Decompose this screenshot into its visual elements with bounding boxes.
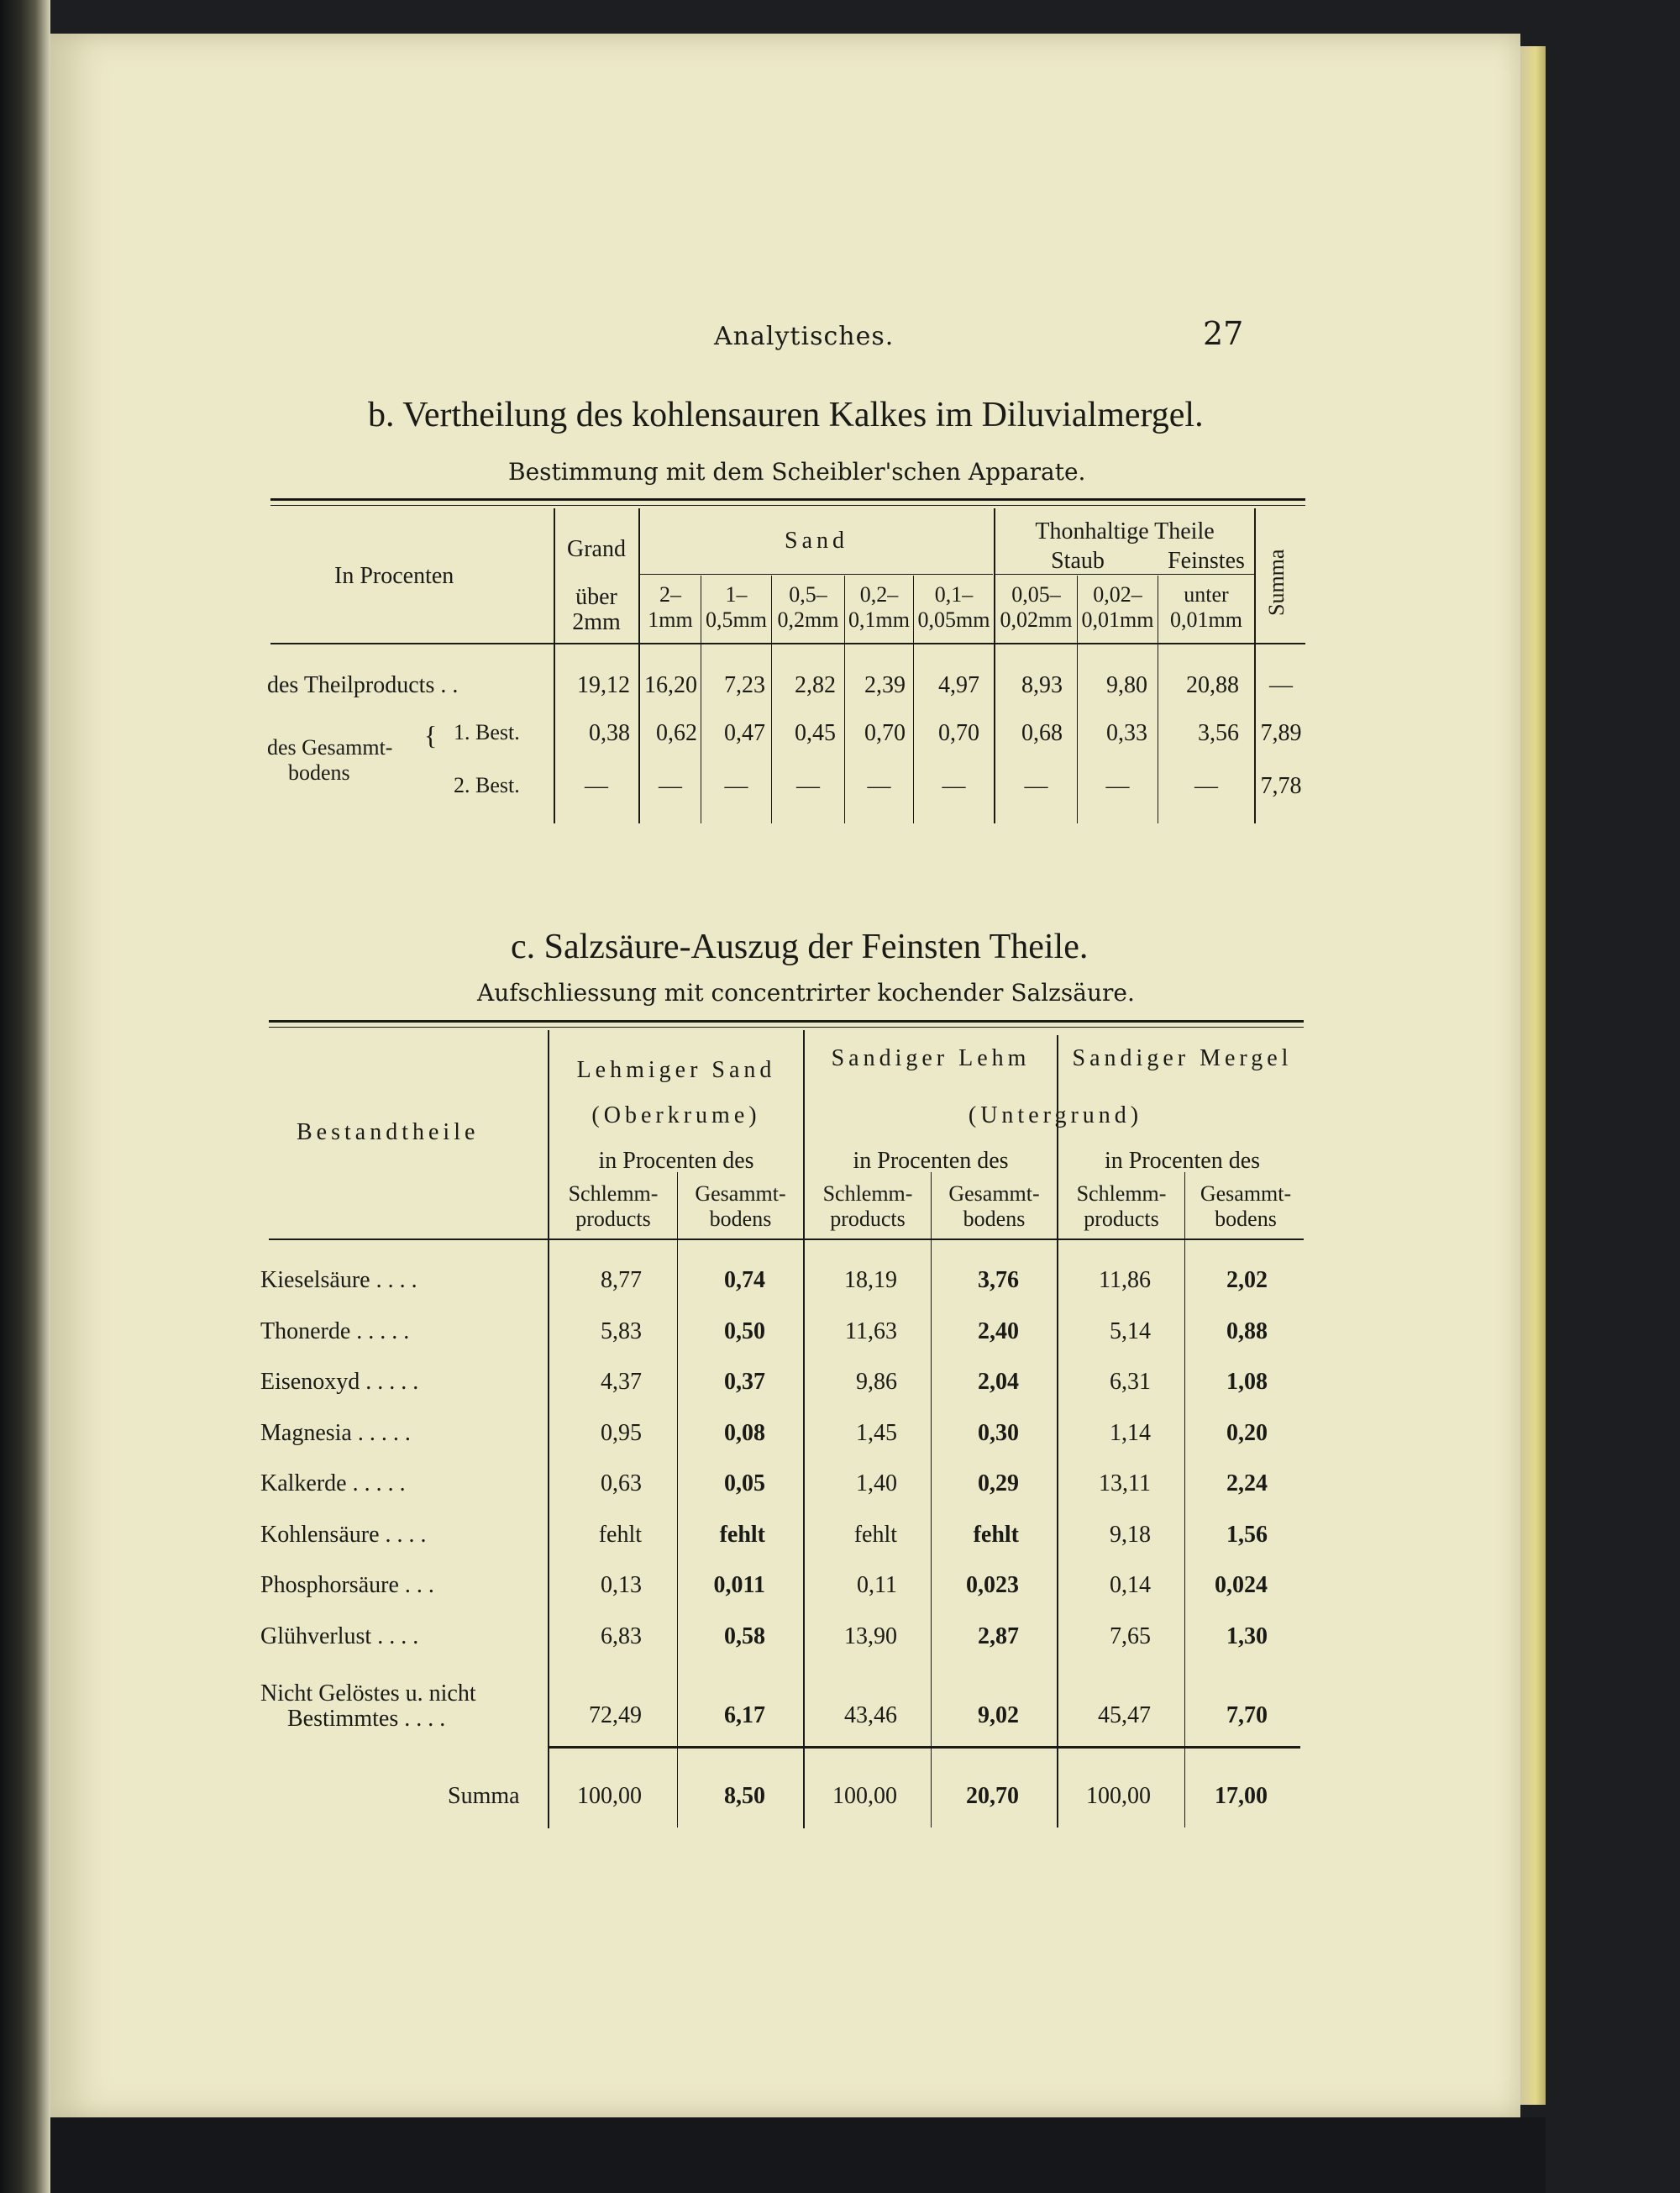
table-c-cell: 18,19: [844, 1267, 897, 1293]
table-c-in-procenten: in Procenten des: [853, 1148, 1009, 1174]
page-number: 27: [1203, 315, 1244, 352]
table-c-cell: 1,08: [1226, 1369, 1268, 1395]
table-c-cell: 0,011: [713, 1572, 765, 1598]
table-c-header-row-label: Bestandtheile: [297, 1119, 480, 1145]
table-b-cell: 7,78: [1260, 773, 1302, 799]
table-c-cell: 2,40: [978, 1317, 1019, 1344]
table-b-header-grand-sub1: über: [575, 584, 617, 610]
table-c-cell: 4,37: [601, 1369, 642, 1395]
table-b-thon-col-top: 0,02–: [1093, 582, 1142, 607]
table-c-row-label: Bestimmtes . . . .: [287, 1706, 446, 1732]
table-c-cell: fehlt: [598, 1521, 642, 1548]
table-c-group2-title: Sandiger Lehm: [831, 1045, 1031, 1071]
table-b-sand-col-bottom: 0,1mm: [848, 607, 910, 632]
table-b-gesammt-label: bodens: [288, 760, 350, 785]
table-c-cell: 0,14: [1110, 1572, 1151, 1598]
table-b-cell: —: [1105, 773, 1130, 799]
table-b-brace: {: [424, 720, 438, 750]
table-c-cell: 13,90: [844, 1622, 897, 1649]
table-b-cell: 0,38: [589, 720, 630, 746]
table-c-cell: 43,46: [844, 1702, 897, 1728]
section-b-heading: b. Vertheilung des kohlensauren Kalkes im Diluvialmergel.: [368, 396, 1204, 434]
table-b-top-rule: [270, 498, 1305, 501]
table-b-header-grand: Grand: [567, 536, 626, 562]
table-c-cell: 0,95: [601, 1419, 642, 1446]
table-c-cell: 11,86: [1099, 1267, 1151, 1293]
table-c-cell: 0,023: [966, 1572, 1019, 1598]
table-b-thon-col-bottom: 0,02mm: [1000, 607, 1073, 632]
table-b-header-grand-sub2: 2mm: [572, 609, 621, 635]
table-c-row-label: Eisenoxyd . . . . .: [260, 1369, 419, 1395]
table-b-sand-col-bottom: 1mm: [648, 607, 693, 632]
table-c-summa-cell: 100,00: [832, 1783, 897, 1809]
table-c-cell: 0,024: [1215, 1572, 1268, 1598]
page-edge-right: [1520, 46, 1546, 2105]
table-b-header-row-label: In Procenten: [334, 563, 454, 589]
table-c-col-schlemm: products: [1084, 1207, 1159, 1231]
table-b-cell: 20,88: [1186, 672, 1239, 698]
table-b-cell: 7,89: [1260, 720, 1302, 746]
table-c-in-procenten: in Procenten des: [598, 1148, 754, 1174]
table-c-cell: 5,83: [601, 1317, 642, 1344]
table-c-cell: 6,31: [1110, 1369, 1151, 1395]
table-b-cell: 8,93: [1021, 672, 1063, 698]
table-c-cell: 0,05: [724, 1470, 765, 1496]
table-b-header-feinstes: Feinstes: [1168, 548, 1245, 574]
table-b-cell: 2,39: [864, 672, 906, 698]
table-c-cell: 0,37: [724, 1369, 765, 1395]
table-b-sand-col-top: 2–: [659, 582, 681, 607]
table-c-col-gesammt: bodens: [963, 1207, 1026, 1231]
table-b-cell: 0,33: [1106, 720, 1147, 746]
table-c-row-label: Phosphorsäure . . .: [260, 1572, 434, 1598]
table-c-summa-cell: 100,00: [1086, 1783, 1151, 1809]
table-c-cell: 0,58: [724, 1622, 765, 1649]
book-spine-left: [0, 0, 50, 2193]
table-c-cell: fehlt: [973, 1521, 1019, 1548]
table-b-header-summa: Summa: [1264, 549, 1289, 616]
table-c-summa-cell: 8,50: [724, 1783, 765, 1809]
table-b-vline: [554, 508, 555, 823]
table-b-cell: —: [1194, 773, 1218, 799]
table-b-cell: 0,45: [795, 720, 836, 746]
table-b-top-rule-thin: [270, 505, 1305, 506]
section-b-subheading: Bestimmung mit dem Scheibler'schen Apparate.: [508, 458, 1086, 486]
table-b-cell: 16,20: [644, 672, 697, 698]
table-c-group1-sub: (Oberkrume): [591, 1102, 761, 1128]
table-b-cell: 0,70: [864, 720, 906, 746]
table-c-cell: 0,50: [724, 1317, 765, 1344]
table-b-header-thon: Thonhaltige Theile: [1035, 518, 1215, 544]
table-c-col-schlemm: Schlemm-: [568, 1181, 659, 1206]
table-c-row-label: Kalkerde . . . . .: [260, 1470, 406, 1496]
table-c-cell: 1,45: [856, 1419, 897, 1446]
table-c-top-rule: [269, 1020, 1304, 1023]
table-b-cell: 4,97: [938, 672, 979, 698]
table-c-col-schlemm: products: [575, 1207, 651, 1231]
table-c-row-label: Glühverlust . . . .: [260, 1622, 419, 1649]
table-b-cell: 0,68: [1021, 720, 1063, 746]
table-c-cell: 1,56: [1226, 1521, 1268, 1548]
table-b-header-staub: Staub: [1051, 548, 1105, 574]
table-b-cell: 0,47: [724, 720, 765, 746]
table-b-cell: 2,82: [795, 672, 836, 698]
table-c-in-procenten: in Procenten des: [1104, 1148, 1261, 1174]
table-b-cell: 3,56: [1198, 720, 1239, 746]
table-b-thon-col-top: unter: [1184, 582, 1229, 607]
table-b-sand-col-top: 0,2–: [859, 582, 899, 607]
table-b-cell: —: [585, 773, 608, 799]
table-c-summa-cell: 100,00: [577, 1783, 642, 1809]
table-c-cell: 0,30: [978, 1419, 1019, 1446]
table-b-cell: 0,70: [938, 720, 979, 746]
table-c-col-schlemm: Schlemm-: [822, 1181, 913, 1206]
table-c-col-gesammt: Gesammt-: [1200, 1181, 1292, 1206]
table-b-sand-col-top: 0,5–: [789, 582, 827, 607]
table-b-cell: —: [867, 773, 891, 799]
table-c-cell: 3,76: [978, 1267, 1019, 1293]
table-b-sand-col-bottom: 0,05mm: [917, 607, 990, 632]
table-c-cell: 0,20: [1226, 1419, 1268, 1446]
table-c-cell: 13,11: [1099, 1470, 1151, 1496]
table-c-cell: 9,18: [1110, 1521, 1151, 1548]
table-c-header-rule: [269, 1238, 1304, 1240]
table-c-summa-label: Summa: [448, 1783, 520, 1809]
table-c-cell: 2,87: [978, 1622, 1019, 1649]
table-c-group1-title: Lehmiger Sand: [576, 1057, 776, 1083]
table-c-cell: 8,77: [601, 1267, 642, 1293]
table-b-cell: 9,80: [1106, 672, 1147, 698]
table-c-group3-title: Sandiger Mergel: [1072, 1045, 1293, 1071]
table-c-row-label: Kohlensäure . . . .: [260, 1521, 427, 1548]
table-c-col-gesammt: bodens: [1215, 1207, 1277, 1231]
table-b-sand-col-bottom: 0,5mm: [706, 607, 767, 632]
section-c-subheading: Aufschliessung mit concentrirter kochender Salzsäure.: [477, 979, 1135, 1007]
table-c-cell: 0,88: [1226, 1317, 1268, 1344]
table-c-cell: 6,83: [601, 1622, 642, 1649]
table-c-cell: 9,86: [856, 1369, 897, 1395]
table-c-cell: 6,17: [724, 1702, 765, 1728]
table-b-cell: —: [942, 773, 966, 799]
table-c-col-gesammt: bodens: [709, 1207, 772, 1231]
table-c-col-gesammt: Gesammt-: [948, 1181, 1040, 1206]
table-c-cell: 0,13: [601, 1572, 642, 1598]
table-c-cell: 7,70: [1226, 1702, 1268, 1728]
table-c-cell: 1,14: [1110, 1419, 1151, 1446]
table-c-summa-cell: 17,00: [1215, 1783, 1268, 1809]
table-c-cell: 1,30: [1226, 1622, 1268, 1649]
table-c-row-label: Thonerde . . . . .: [260, 1317, 410, 1344]
table-c-cell: 1,40: [856, 1470, 897, 1496]
table-b-row-label: des Theilproducts . .: [267, 672, 459, 698]
table-c-cell: fehlt: [853, 1521, 897, 1548]
table-c-summa-rule: [549, 1746, 1300, 1749]
table-b-row-label: 1. Best.: [454, 720, 520, 744]
table-b-sand-col-top: 0,1–: [934, 582, 974, 607]
table-c-cell: 0,63: [601, 1470, 642, 1496]
section-c-heading: c. Salzsäure-Auszug der Feinsten Theile.: [511, 928, 1089, 966]
table-c-cell: 2,24: [1226, 1470, 1268, 1496]
table-c-cell: 72,49: [589, 1702, 642, 1728]
table-b-cell: 7,23: [724, 672, 765, 698]
table-c-row-label: Magnesia . . . . .: [260, 1419, 411, 1446]
table-c-cell: 7,65: [1110, 1622, 1151, 1649]
table-c-cell: 0,29: [978, 1470, 1019, 1496]
table-b-cell: —: [1024, 773, 1048, 799]
table-b-sand-col-bottom: 0,2mm: [777, 607, 839, 632]
table-b-thon-col-bottom: 0,01mm: [1170, 607, 1242, 632]
table-c-top-rule-thin: [269, 1027, 1304, 1028]
table-c-cell: 11,63: [845, 1317, 897, 1344]
table-b-cell: 19,12: [577, 672, 630, 698]
table-c-cell: 5,14: [1110, 1317, 1151, 1344]
table-b-header-rule: [270, 643, 1305, 644]
table-b-thon-col-top: 0,05–: [1011, 582, 1061, 607]
table-c-summa-cell: 20,70: [966, 1783, 1019, 1809]
page-edge-bottom: [50, 2117, 1546, 2193]
table-b-sand-col-top: 1–: [725, 582, 748, 607]
table-b-cell: —: [659, 773, 682, 799]
table-b-cell: —: [796, 773, 820, 799]
table-b-gesammt-label: des Gesammt-: [267, 735, 393, 760]
table-b-header-sand: Sand: [785, 528, 848, 554]
running-header: Analytisches.: [714, 322, 895, 351]
table-c-col-gesammt: Gesammt-: [695, 1181, 786, 1206]
table-c-cell: 0,74: [724, 1267, 765, 1293]
table-c-cell: 45,47: [1098, 1702, 1151, 1728]
table-b-thon-col-bottom: 0,01mm: [1081, 607, 1154, 632]
table-c-cell: 0,08: [724, 1419, 765, 1446]
table-c-cell: 0,11: [857, 1572, 897, 1598]
table-c-col-schlemm: Schlemm-: [1076, 1181, 1167, 1206]
table-b-cell: —: [1269, 672, 1293, 698]
table-c-cell: 2,02: [1226, 1267, 1268, 1293]
table-b-row-label: 2. Best.: [454, 773, 520, 797]
table-c-group23-sub: (Untergrund): [968, 1102, 1143, 1128]
table-c-col-schlemm: products: [830, 1207, 906, 1231]
table-c-cell: 2,04: [978, 1369, 1019, 1395]
table-b-sand-rule: [640, 574, 993, 575]
table-c-row-label: Nicht Gelöstes u. nicht: [260, 1680, 476, 1707]
table-c-cell: 9,02: [978, 1702, 1019, 1728]
table-c-row-label: Kieselsäure . . . .: [260, 1267, 417, 1293]
table-b-cell: 0,62: [656, 720, 697, 746]
table-b-cell: —: [724, 773, 748, 799]
table-c-cell: fehlt: [719, 1521, 765, 1548]
